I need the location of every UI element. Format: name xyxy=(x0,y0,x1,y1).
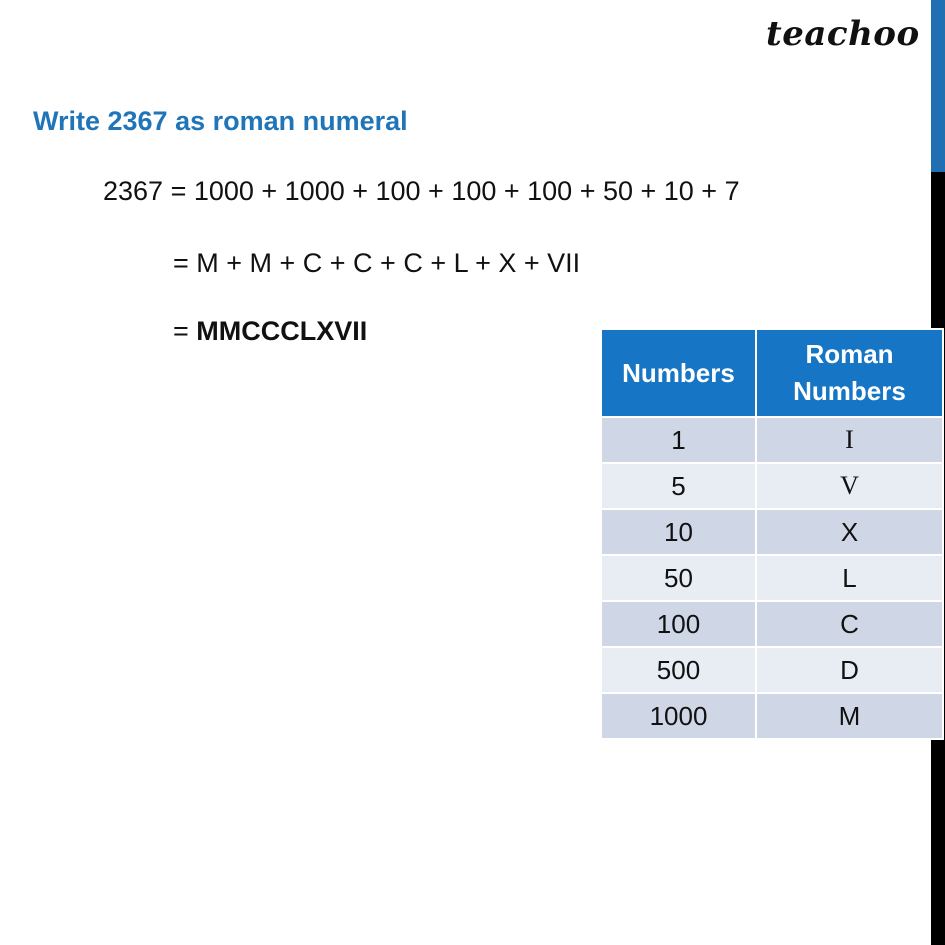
number-cell: 1000 xyxy=(601,693,756,739)
table-row xyxy=(601,647,943,693)
number-cell: 500 xyxy=(601,647,756,693)
number-cell: 5 xyxy=(601,463,756,509)
roman-cell: V xyxy=(756,463,943,509)
teachoo-logo: teachoo xyxy=(766,14,920,54)
roman-cell: I xyxy=(756,417,943,463)
table-row xyxy=(601,693,943,739)
header-numbers: Numbers xyxy=(601,329,756,417)
table-row xyxy=(601,555,943,601)
question-title: Write 2367 as roman numeral xyxy=(33,106,408,136)
roman-cell: D xyxy=(756,647,943,693)
roman-cell: L xyxy=(756,555,943,601)
side-accent-bar xyxy=(931,0,945,172)
solution-line-2: = M + M + C + C + C + L + X + VII xyxy=(173,248,581,278)
roman-cell: M xyxy=(756,693,943,739)
number-cell: 100 xyxy=(601,601,756,647)
roman-numeral-table xyxy=(600,328,944,740)
table-row xyxy=(601,417,943,463)
answer-prefix: = xyxy=(173,316,197,346)
table-row xyxy=(601,601,943,647)
number-cell: 1 xyxy=(601,417,756,463)
number-cell: 50 xyxy=(601,555,756,601)
table-row xyxy=(601,509,943,555)
table-header-row xyxy=(601,329,943,417)
solution-line-3 xyxy=(173,316,367,347)
final-answer: MMCCCLXVII xyxy=(196,316,368,346)
number-cell: 10 xyxy=(601,509,756,555)
header-roman-numbers: Roman Numbers xyxy=(756,329,943,417)
roman-cell: X xyxy=(756,509,943,555)
roman-cell: C xyxy=(756,601,943,647)
solution-line-1: 2367 = 1000 + 1000 + 100 + 100 + 100 + 50 + 10 + 7 xyxy=(103,176,740,206)
table-row xyxy=(601,463,943,509)
